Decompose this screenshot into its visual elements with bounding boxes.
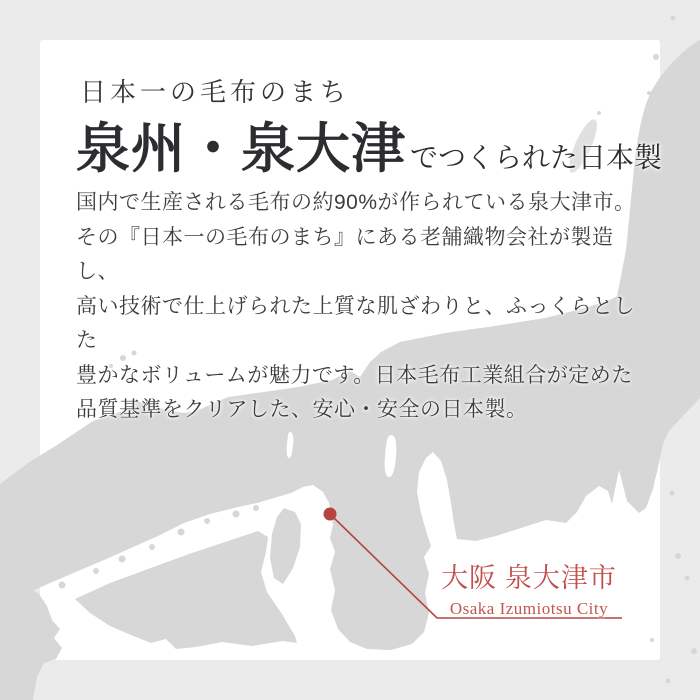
body-text xyxy=(76,186,646,428)
body-line-1: 国内で生産される毛布の約90%が作られている泉大津市。 xyxy=(76,191,636,214)
page-subtitle: 日本一の毛布のまち xyxy=(80,78,351,107)
page-title-suffix: でつくられた日本製 xyxy=(410,143,663,174)
location-label-en: Osaka Izumiotsu City xyxy=(449,599,609,618)
body-line-5: 品質基準をクリアした、安心・安全の日本製。 xyxy=(76,398,528,421)
body-line-4: 豊かなボリュームが魅力です。日本毛布工業組合が定めた xyxy=(76,363,633,387)
awaji-island xyxy=(270,508,301,584)
page-title-main: 泉州・泉大津 xyxy=(76,119,406,179)
body-line-2: その『日本一の毛布のまち』にある老舗織物会社が製造し、 xyxy=(76,225,614,283)
pacific-islands xyxy=(650,491,697,684)
page-title xyxy=(76,106,662,183)
location-label-jp: 大阪 泉大津市 xyxy=(441,563,617,593)
kyushu-landmass xyxy=(0,580,62,700)
marker-dot xyxy=(324,508,337,521)
body-line-3: 高い技術で仕上げられた上質な肌ざわりと、ふっくらとした xyxy=(76,294,635,352)
location-label xyxy=(428,556,630,619)
